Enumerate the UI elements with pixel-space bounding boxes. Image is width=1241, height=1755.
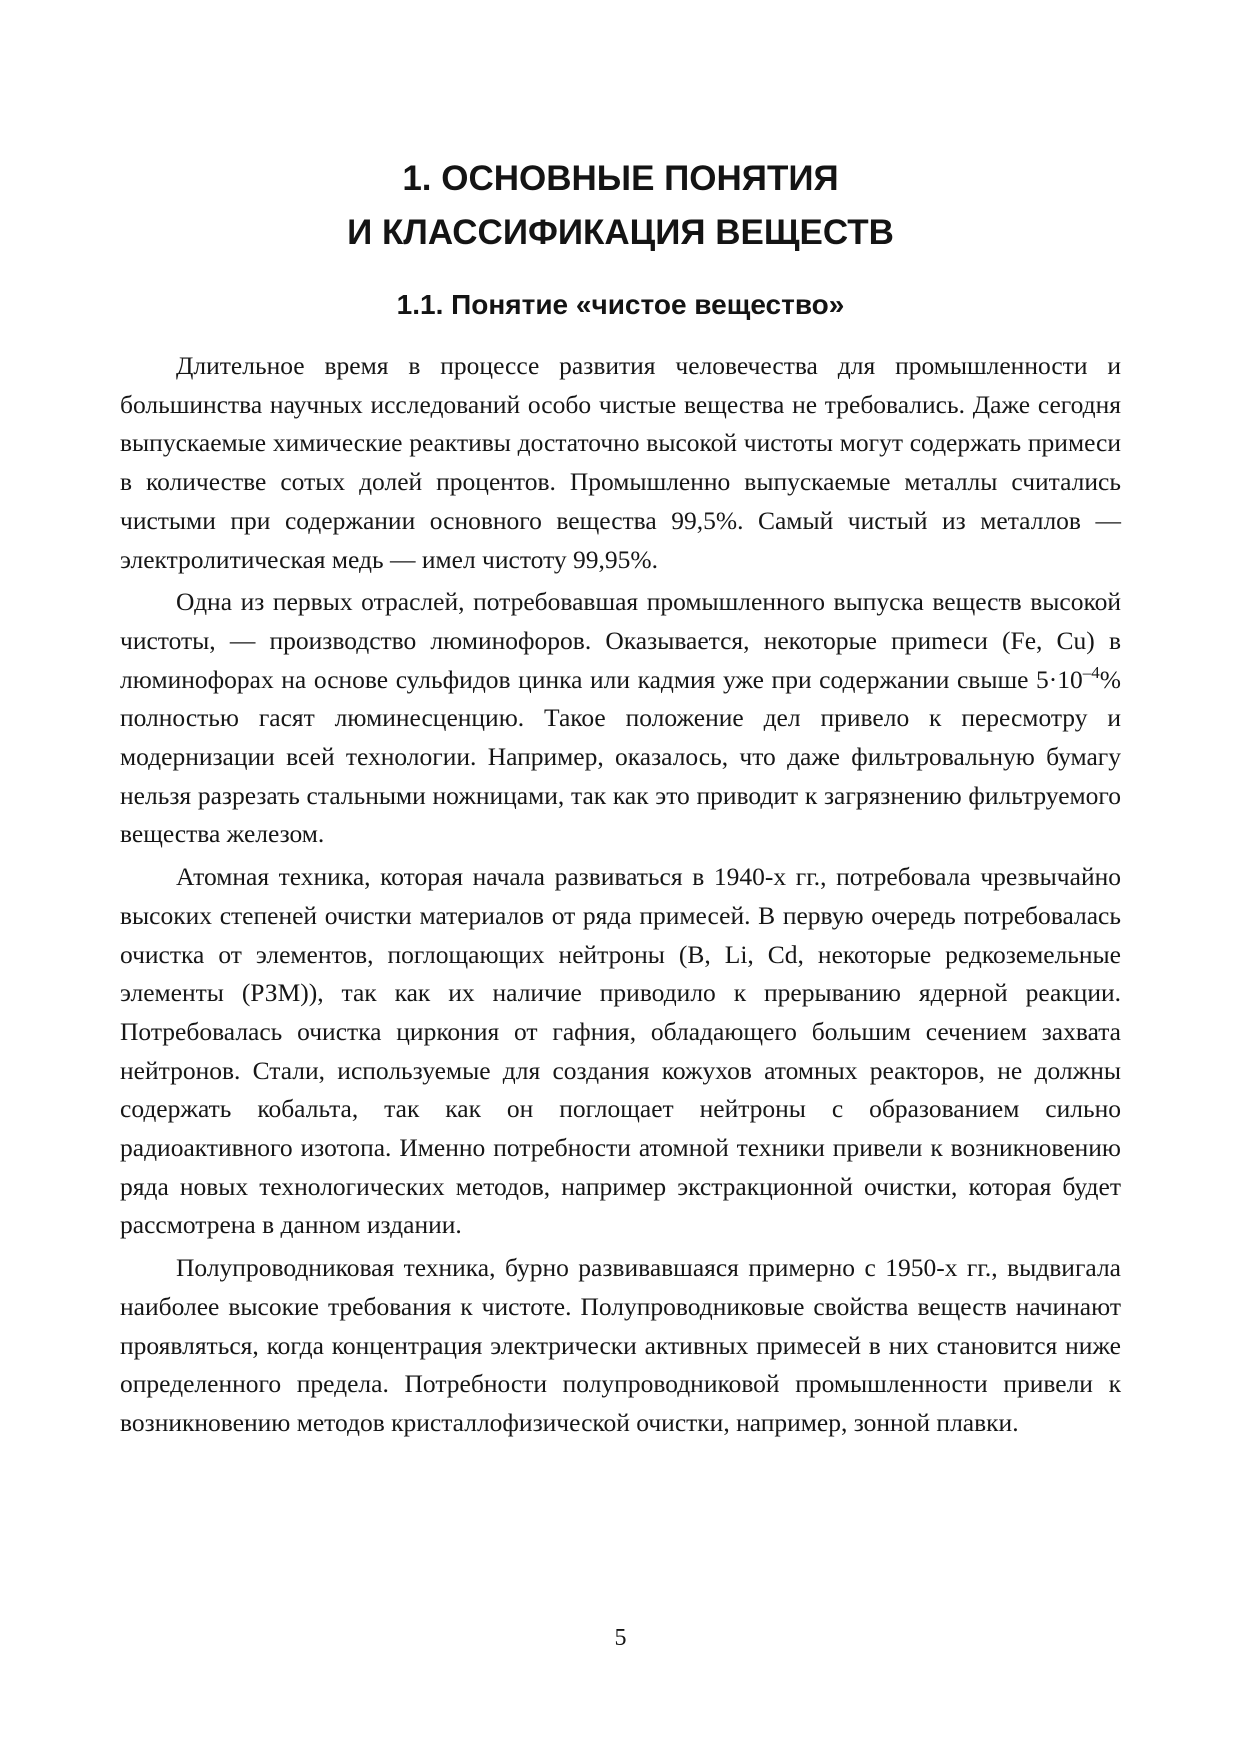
paragraph-phosphors-text-after: % полностью гасят люминесценцию. Такое положение дел привело к пересмотру и модернизации всей технологии. Например, оказалось, что даже фильтровальную бумагу нельзя разрезать стальными ножницами, так как это приводит к загрязнению фильтруемого вещества железом. [120, 664, 1121, 849]
page-number: 5 [614, 1625, 627, 1651]
paragraph-purity-history: Длительное время в процессе развития человечества для промышленности и большинства научных исследований особо чистые вещества не требовались. Даже сегодня выпускаемые химические реактивы достаточно высокой чистоты могут содержать примеси в количестве сотых долей процентов. Промышленно выпускаемые металлы считались чистыми при содержании основного вещества 99,5%. Самый чистый из металлов — электролитическая медь — имел чистоту 99,95%. [120, 351, 1121, 574]
paragraph-semiconductor-technology: Полупроводниковая техника, бурно развивавшаяся примерно с 1950-х гг., выдвигала наиболее высокие требования к чистоте. Полупроводниковые свойства веществ начинают проявляться, когда концентрация электрически активных примесей в них становится ниже определенного предела. Потребности полупроводниковой промышленности привели к возникновению методов кристаллофизической очистки, например, зонной плавки. [120, 1253, 1121, 1437]
chapter-title [0, 152, 1241, 260]
exponent: –4 [1082, 662, 1100, 682]
chapter-title-line-1: 1. ОСНОВНЫЕ ПОНЯТИЯ [402, 159, 839, 198]
paragraph-phosphors-text-before: Одна из первых отраслей, потребовавшая промышленного выпуска веществ высокой чистоты, — производство люминофоров. Оказывается, некоторые приmеси (Fe, Cu) в люминофорах на основе сульфидов цинка или кадмия уже при содержании свыше 5·10 [120, 587, 1121, 694]
paragraph-phosphors [120, 583, 1121, 854]
chapter-title-line-2: И КЛАССИФИКАЦИЯ ВЕЩЕСТВ [347, 213, 894, 252]
paragraph-atomic-technology: Атомная техника, которая начала развиваться в 1940-х гг., потребовала чрезвычайно высоких степеней очистки материалов от ряда примесей. В первую очередь потребовалась очистка от элементов, поглощающих нейтроны (B, Li, Cd, некоторые редкоземельные элементы (РЗМ)), так как их наличие приводило к прерыванию ядерной реакции. Потребовалась очистка циркония от гафния, обладающего большим сечением захвата нейтронов. Стали, используемые для создания кожухов атомных реакторов, не должны содержать кобальта, так как он поглощает нейтроны с образованием сильно радиоактивного изотопа. Именно потребности атомной техники привели к возникновению ряда новых технологических методов, например экстракционной очистки, которая будет рассмотрена в данном издании. [120, 862, 1121, 1240]
body-text [120, 347, 1121, 1443]
section-title: 1.1. Понятие «чистое вещество» [396, 289, 845, 320]
